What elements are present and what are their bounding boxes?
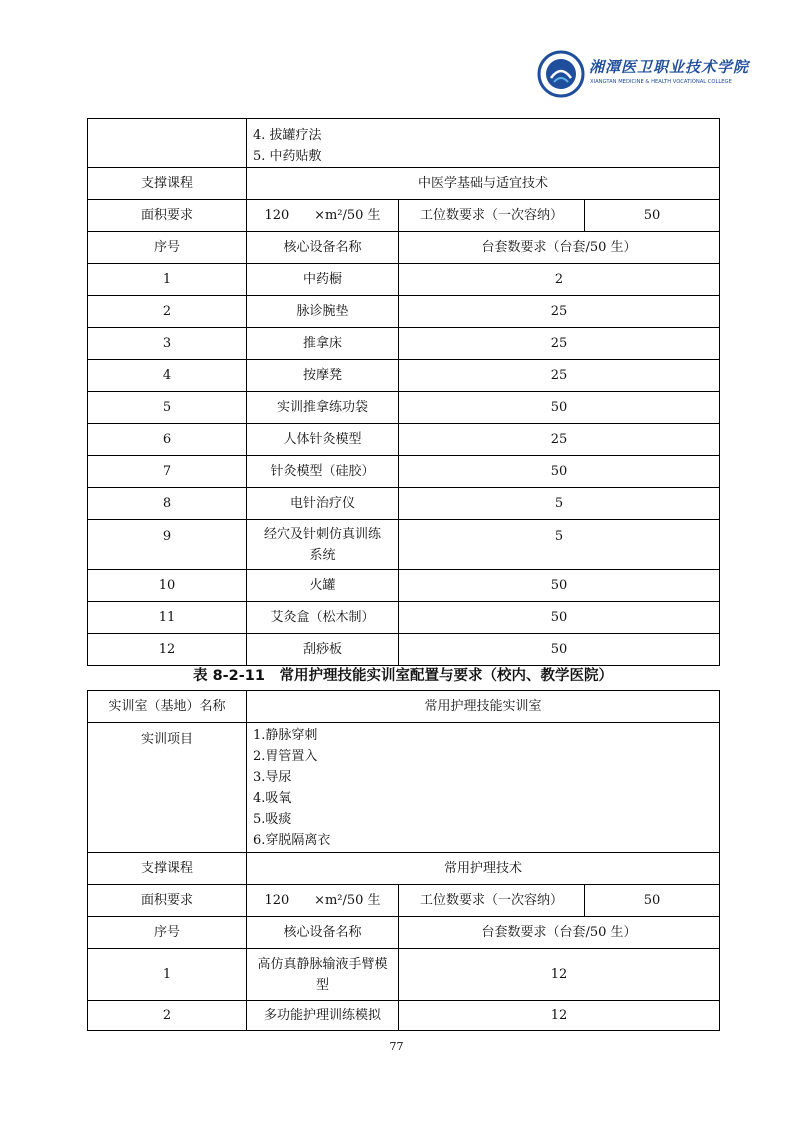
col-header-name: 核心设备名称: [247, 232, 399, 264]
room-label: 实训室（基地）名称: [88, 691, 247, 723]
row-qty: 50: [399, 634, 720, 666]
row-qty: 12: [399, 1001, 720, 1031]
row-no: 4: [88, 360, 247, 392]
row-qty: 50: [399, 456, 720, 488]
row-name: 电针治疗仪: [247, 488, 399, 520]
list-item: 3.导尿: [253, 770, 292, 785]
row-no: 2: [88, 1001, 247, 1031]
table-row: [88, 200, 720, 232]
training-room-table-nursing: [87, 690, 720, 1031]
station-label: 工位数要求（一次容纳）: [399, 200, 585, 232]
table-row: [88, 328, 720, 360]
college-logo: [537, 50, 750, 102]
row-qty: 25: [399, 296, 720, 328]
list-item: 5. 中药贴敷: [253, 149, 322, 164]
course-label: 支撑课程: [88, 853, 247, 885]
table-row: [88, 1001, 720, 1031]
table-row: [88, 488, 720, 520]
college-seal-icon: [537, 50, 585, 98]
row-no: 10: [88, 570, 247, 602]
row-name: 多功能护理训练模拟: [247, 1001, 399, 1031]
row-qty: 12: [399, 949, 720, 1001]
list-item: 4. 拔罐疗法: [253, 128, 322, 143]
row-name: 经穴及针刺仿真训练系统: [247, 520, 399, 570]
row-qty: 50: [399, 570, 720, 602]
row-qty: 5: [399, 520, 720, 570]
table-row: [88, 520, 720, 570]
row-qty: 25: [399, 328, 720, 360]
items-label: 实训项目: [88, 723, 247, 853]
course-value: 常用护理技术: [247, 853, 720, 885]
row-no: 5: [88, 392, 247, 424]
page-number: 77: [389, 1040, 404, 1053]
row-name: 艾灸盒（松木制）: [247, 602, 399, 634]
row-no: 1: [88, 949, 247, 1001]
table-caption: 表 8-2-11 常用护理技能实训室配置与要求（校内、教学医院）: [193, 668, 613, 684]
row-name: 人体针灸模型: [247, 424, 399, 456]
room-value: 常用护理技能实训室: [247, 691, 720, 723]
table-row: [88, 360, 720, 392]
row-qty: 25: [399, 424, 720, 456]
row-qty: 50: [399, 602, 720, 634]
row-qty: 25: [399, 360, 720, 392]
logo-english-name: XIANGTAN MEDICINE & HEALTH VOCATIONAL COLLEGE: [590, 79, 732, 85]
course-value: 中医学基础与适宜技术: [247, 168, 720, 200]
row-no: 9: [88, 520, 247, 570]
table-row: [88, 456, 720, 488]
table-row: [88, 691, 720, 723]
row-name: 实训推拿练功袋: [247, 392, 399, 424]
table-cell: [88, 119, 247, 168]
row-no: 12: [88, 634, 247, 666]
table-row: [88, 602, 720, 634]
list-item: 6.穿脱隔离衣: [253, 833, 331, 848]
table-row: [88, 570, 720, 602]
table-row: [88, 853, 720, 885]
col-header-no: 序号: [88, 917, 247, 949]
row-name: 推拿床: [247, 328, 399, 360]
row-no: 8: [88, 488, 247, 520]
table-row: [88, 392, 720, 424]
table-row: [88, 168, 720, 200]
col-header-qty: 台套数要求（台套/50 生）: [399, 232, 720, 264]
list-item: 2.胃管置入: [253, 749, 318, 764]
row-no: 2: [88, 296, 247, 328]
table-row: [88, 949, 720, 1001]
training-room-table-tcm: [87, 118, 720, 666]
list-item: 5.吸痰: [253, 812, 292, 827]
table-header-row: [88, 232, 720, 264]
table-row: [88, 885, 720, 917]
station-value: 50: [585, 200, 720, 232]
col-header-qty: 台套数要求（台套/50 生）: [399, 917, 720, 949]
row-name: 按摩凳: [247, 360, 399, 392]
area-value: 120 ×m²/50 生: [247, 200, 399, 232]
row-qty: 50: [399, 392, 720, 424]
row-name: 火罐: [247, 570, 399, 602]
row-qty: 2: [399, 264, 720, 296]
row-name: 高仿真静脉输液手臂模型: [247, 949, 399, 1001]
row-name: 脉诊腕垫: [247, 296, 399, 328]
row-no: 1: [88, 264, 247, 296]
list-item: 1.静脉穿刺: [253, 728, 318, 743]
row-qty: 5: [399, 488, 720, 520]
row-name: 针灸模型（硅胶）: [247, 456, 399, 488]
logo-chinese-name: 湘潭医卫职业技术学院: [589, 58, 750, 76]
table-row: [88, 424, 720, 456]
table-row: [88, 264, 720, 296]
table-row: [88, 296, 720, 328]
area-value: 120 ×m²/50 生: [247, 885, 399, 917]
area-unit: ×m²/50 生: [314, 893, 381, 908]
area-label: 面积要求: [88, 200, 247, 232]
table-header-row: [88, 917, 720, 949]
row-no: 6: [88, 424, 247, 456]
area-unit: ×m²/50 生: [314, 208, 381, 223]
row-name: 中药橱: [247, 264, 399, 296]
training-items-cell: [247, 723, 720, 853]
table-row: [88, 634, 720, 666]
station-label: 工位数要求（一次容纳）: [399, 885, 585, 917]
table-row: [88, 119, 720, 168]
table-row: [88, 723, 720, 853]
row-no: 11: [88, 602, 247, 634]
area-label: 面积要求: [88, 885, 247, 917]
col-header-name: 核心设备名称: [247, 917, 399, 949]
col-header-no: 序号: [88, 232, 247, 264]
row-name: 刮痧板: [247, 634, 399, 666]
training-items-cell: [247, 119, 720, 168]
row-no: 3: [88, 328, 247, 360]
course-label: 支撑课程: [88, 168, 247, 200]
list-item: 4.吸氧: [253, 791, 292, 806]
station-value: 50: [585, 885, 720, 917]
row-no: 7: [88, 456, 247, 488]
